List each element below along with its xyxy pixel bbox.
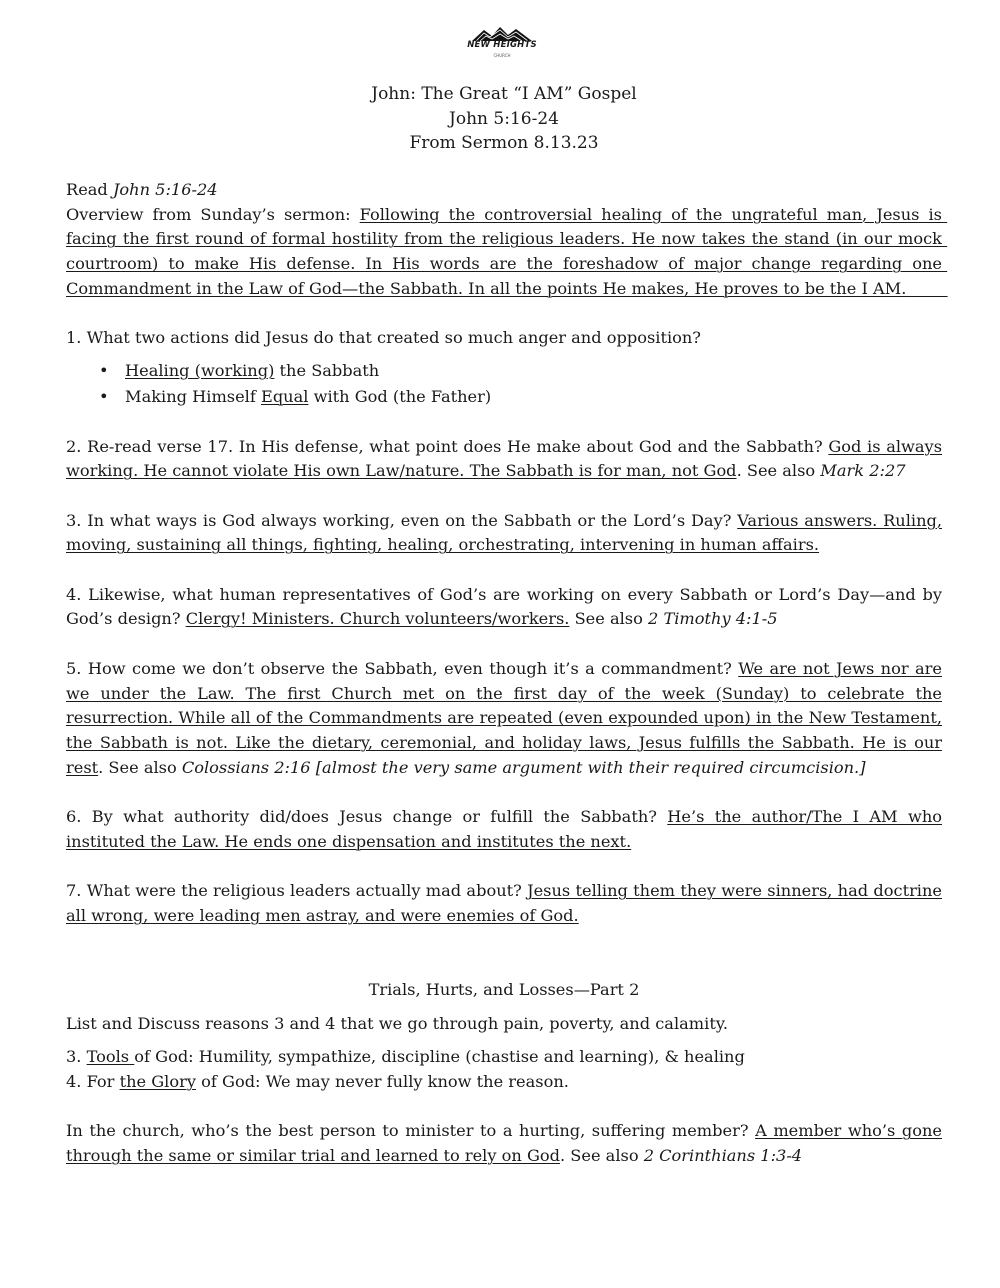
question-5 [66,657,942,781]
worksheet-body [66,178,948,1169]
reason-number: 3. [66,1047,87,1067]
list-item [66,384,942,410]
question-text: 5. How come we don’t observe the Sabbath, even though it’s a commandment? [66,658,739,678]
sermon-date: From Sermon 8.13.23 [409,133,599,153]
reason-text: of God: Humility, sympathize, discipline (chastise and learning), & healing [134,1047,745,1067]
question-text: In the church, who’s the best person to minister to a hurting, suffering member? [66,1121,756,1141]
list-item-text: Making Himself [125,386,261,406]
see-also: . See also [98,757,182,777]
answer-blank: A member who’s gone through the same or similar trial and learned to rely on God [66,1121,942,1166]
answer-blank: Healing (working) [125,360,275,380]
answer-blank: Jesus telling them they were sinners, had doctrine all wrong, were leading men astray, and were enemies of God. [66,881,942,925]
answer-blank: We are not Jews nor are we under the Law. The first Church met on the first day of the week (Sunday) to celebrate the resurrection. While all of the Commandments are repeated (even expounded upon) in the New Testament, the Sabbath is not. Like the dietary, ceremonial, and holiday laws, Jesus fulfills the Sabbath. He is our rest [66,658,942,777]
read-reference: John 5:16-24 [112,180,218,199]
reason-text: of God: We may never fully know the reason. [195,1072,569,1092]
question-text: 2. Re-read verse 17. In His defense, what point does He make about God and the Sabbath? [66,436,829,456]
question-text: 7. What were the religious leaders actually mad about? [66,881,528,901]
answer-blank: Various answers. Ruling, moving, sustaining all things, fighting, healing, orchestrating, intervening in human affairs. [66,510,943,555]
part2-heading: Trials, Hurts, and Losses—Part 2 [368,979,640,999]
part2-intro: List and Discuss reasons 3 and 4 that we go through pain, poverty, and calamity. [66,1013,728,1033]
answer-blank: Clergy! Ministers. Church volunteers/workers. [185,609,570,629]
overview-answer: Following the controversial healing of the ungrateful man, Jesus is facing the first round of formal hostility from the religious leaders. He now takes the stand (in our mock courtroom) to make His defense. In His words are the foreshadow of major change regarding one Commandment in the Law of God—the Sabbath. In all the points He makes, He proves to be the I AM. [66,204,948,298]
read-label: Read [66,180,113,199]
logo-name: NEW HEIGHTS [467,40,537,50]
question-text: 6. By what authority did/does Jesus change or fulfill the Sabbath? [66,807,668,827]
question-4 [66,583,942,632]
question-3 [66,509,942,558]
final-question [66,1119,942,1168]
question-text: 3. In what ways is God always working, even on the Sabbath or the Lord’s Day? [66,510,738,530]
question-6 [66,805,942,854]
reason-3 [66,1045,942,1070]
answer-blank: Equal [261,386,309,406]
list-item-text: with God (the Father) [308,386,492,406]
logo-sub: CHURCH [493,53,511,58]
scripture-reference: Colossians 2:16 [almost the very same argument with their required circumcision.] [181,757,866,777]
question-1-list [66,358,942,410]
list-item [66,358,942,384]
page-title: John: The Great “I AM” Gospel [371,84,637,104]
scripture-reference: Mark 2:27 [820,461,906,481]
list-item-text: the Sabbath [274,360,380,380]
reason-number: 4. For [66,1072,120,1092]
overview-paragraph [66,203,948,302]
answer-blank: God is always working. He cannot violate His own Law/nature. The Sabbath is for man, not God [66,436,942,481]
question-text: 4. Likewise, what human representatives of God’s are working on every Sabbath or Lord’s Day—and by God’s design? [66,584,942,629]
overview-label: Overview from Sunday’s sermon: [66,204,360,224]
question-2 [66,435,942,484]
scripture-reference: 2 Corinthians 1:3-4 [643,1146,803,1166]
title-block [66,82,942,156]
read-line [66,178,942,203]
reason-4 [66,1070,942,1095]
see-also: See also [569,609,648,629]
answer-blank: the Glory [119,1072,196,1092]
church-logo [462,26,542,62]
question-1: 1. What two actions did Jesus do that created so much anger and opposition? [66,328,701,348]
passage-reference: John 5:16-24 [449,108,559,129]
answer-blank: Tools [86,1047,135,1067]
answer-blank: He’s the author/The I AM who instituted the Law. He ends one dispensation and institutes the next. [66,807,942,851]
question-7 [66,879,942,928]
see-also: . See also [736,461,821,481]
scripture-reference: 2 Timothy 4:1-5 [648,609,778,629]
see-also: . See also [560,1146,644,1166]
